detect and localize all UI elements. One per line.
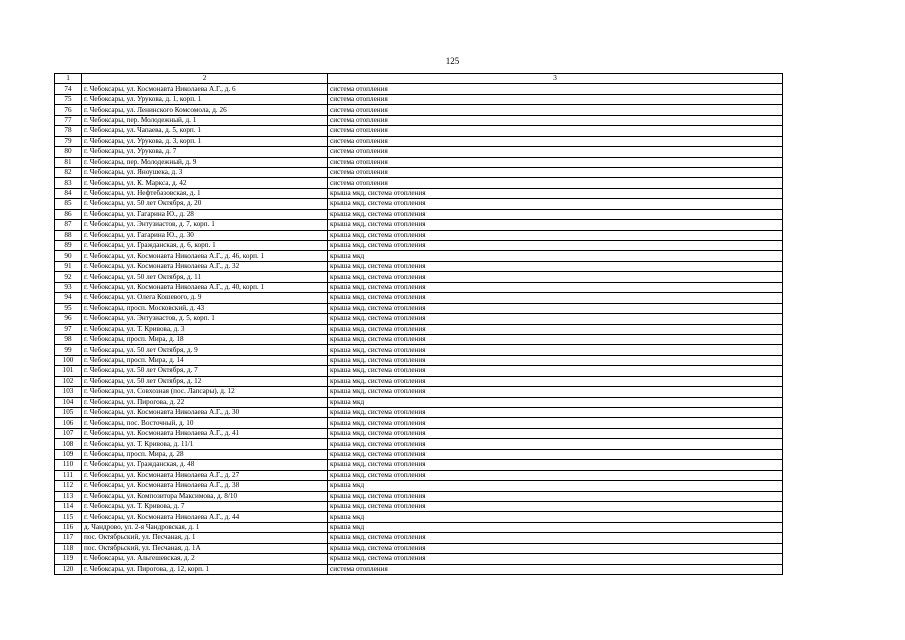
table-row [55,188,783,198]
cell-address: д. Чандрово, ул. 2-я Чандровская, д. 1 [82,522,328,532]
cell-number: 104 [55,397,82,407]
table-row [55,376,783,386]
cell-address: г. Чебоксары, просп. Московский, д. 43 [82,303,328,313]
cell-address: г. Чебоксары, ул. Яноушека, д. 3 [82,167,328,177]
cell-number: 77 [55,115,82,125]
cell-address: г. Чебоксары, ул. Энтузиастов, д. 7, корп. 1 [82,220,328,230]
cell-number: 74 [55,84,82,94]
cell-address: г. Чебоксары, ул. 50 лет Октября, д. 20 [82,199,328,209]
cell-address: г. Чебоксары, пер. Молодежный, д. 1 [82,115,328,125]
cell-works: крыша мкд, система отопления [328,533,783,543]
cell-number: 107 [55,428,82,438]
cell-number: 89 [55,241,82,251]
cell-address: г. Чебоксары, ул. Совхозная (пос. Лапсары), д. 12 [82,387,328,397]
table-row [55,230,783,240]
cell-number: 81 [55,157,82,167]
table-row [55,251,783,261]
cell-address: г. Чебоксары, ул. 50 лет Октября, д. 12 [82,376,328,386]
cell-works: крыша мкд, система отопления [328,491,783,501]
cell-number: 115 [55,512,82,522]
table-row [55,84,783,94]
table-row [55,564,783,574]
cell-works: крыша мкд, система отопления [328,293,783,303]
cell-address: г. Чебоксары, ул. Чапаева, д. 5, корп. 1 [82,126,328,136]
cell-works: крыша мкд, система отопления [328,501,783,511]
cell-address: г. Чебоксары, ул. Космонавта Николаева А.Г., д. 6 [82,84,328,94]
table-row [55,366,783,376]
cell-address: г. Чебоксары, ул. Альгешевская, д. 2 [82,554,328,564]
page-number: 125 [445,56,460,66]
cell-works: крыша мкд, система отопления [328,241,783,251]
cell-address: пос. Октябрьский, ул. Песчаная, д. 1 [82,533,328,543]
table-row [55,241,783,251]
cell-number: 97 [55,324,82,334]
cell-address: г. Чебоксары, пер. Молодежный, д. 9 [82,157,328,167]
table-row [55,209,783,219]
table-row [55,272,783,282]
cell-number: 88 [55,230,82,240]
cell-address: г. Чебоксары, ул. К. Маркса, д. 42 [82,178,328,188]
cell-number: 92 [55,272,82,282]
cell-works: крыша мкд, система отопления [328,428,783,438]
cell-number: 105 [55,408,82,418]
cell-address: г. Чебоксары, ул. Космонавта Николаева А.Г., д. 46, корп. 1 [82,251,328,261]
cell-number: 118 [55,543,82,553]
cell-works: крыша мкд, система отопления [328,303,783,313]
table-row [55,501,783,511]
cell-number: 83 [55,178,82,188]
table-row [55,220,783,230]
cell-works: крыша мкд, система отопления [328,209,783,219]
table-row [55,439,783,449]
cell-works: крыша мкд, система отопления [328,376,783,386]
cell-number: 75 [55,94,82,104]
cell-works: система отопления [328,167,783,177]
table-row [55,324,783,334]
cell-works: крыша мкд, система отопления [328,314,783,324]
header-row [55,74,783,84]
table-row [55,94,783,104]
cell-number: 95 [55,303,82,313]
table-row [55,167,783,177]
table-row [55,147,783,157]
cell-address: г. Чебоксары, ул. Т. Кривова, д. 3 [82,324,328,334]
table-row [55,334,783,344]
cell-address: г. Чебоксары, ул. Гагарина Ю., д. 28 [82,209,328,219]
cell-address: г. Чебоксары, ул. Гражданская, д. 6, корп. 1 [82,241,328,251]
cell-number: 116 [55,522,82,532]
column-header-address: 2 [82,74,328,84]
cell-works: крыша мкд [328,522,783,532]
cell-works: крыша мкд, система отопления [328,418,783,428]
table-row [55,428,783,438]
cell-number: 100 [55,355,82,365]
cell-number: 102 [55,376,82,386]
cell-address: г. Чебоксары, ул. Олега Кошевого, д. 9 [82,293,328,303]
cell-address: г. Чебоксары, ул. 50 лет Октября, д. 9 [82,345,328,355]
cell-address: г. Чебоксары, ул. Гражданская, д. 48 [82,460,328,470]
cell-works: крыша мкд [328,397,783,407]
table-row [55,387,783,397]
cell-number: 86 [55,209,82,219]
cell-works: система отопления [328,126,783,136]
table-row [55,408,783,418]
table-row [55,418,783,428]
table-row [55,199,783,209]
cell-works: крыша мкд, система отопления [328,387,783,397]
cell-number: 82 [55,167,82,177]
cell-works: система отопления [328,157,783,167]
table-body [55,84,783,575]
cell-address: г. Чебоксары, ул. Космонавта Николаева А.Г., д. 41 [82,428,328,438]
table-row [55,512,783,522]
cell-works: крыша мкд [328,512,783,522]
table-row [55,293,783,303]
cell-number: 76 [55,105,82,115]
table-row [55,105,783,115]
table-row [55,303,783,313]
cell-works: крыша мкд, система отопления [328,355,783,365]
cell-works: крыша мкд, система отопления [328,408,783,418]
cell-works: система отопления [328,178,783,188]
cell-number: 120 [55,564,82,574]
cell-number: 78 [55,126,82,136]
cell-number: 87 [55,220,82,230]
cell-address: г. Чебоксары, ул. Урукова, д. 7 [82,147,328,157]
housing-registry-table [54,73,783,575]
cell-address: г. Чебоксары, ул. Космонавта Николаева А.Г., д. 32 [82,261,328,271]
cell-number: 91 [55,261,82,271]
cell-works: крыша мкд, система отопления [328,345,783,355]
cell-address: г. Чебоксары, просп. Мира, д. 18 [82,334,328,344]
cell-address: г. Чебоксары, просп. Мира, д. 14 [82,355,328,365]
cell-works: крыша мкд, система отопления [328,439,783,449]
cell-works: крыша мкд, система отопления [328,543,783,553]
cell-address: г. Чебоксары, ул. Космонавта Николаева А.Г., д. 38 [82,481,328,491]
column-header-number: 1 [55,74,82,84]
cell-address: г. Чебоксары, ул. Энтузиастов, д. 5, корп. 1 [82,314,328,324]
table-row [55,314,783,324]
cell-works: система отопления [328,94,783,104]
cell-address: г. Чебоксары, ул. Т. Кривова, д. 11/1 [82,439,328,449]
cell-number: 114 [55,501,82,511]
cell-works: крыша мкд, система отопления [328,220,783,230]
table-row [55,543,783,553]
cell-address: г. Чебоксары, ул. Космонавта Николаева А.Г., д. 30 [82,408,328,418]
cell-works: крыша мкд, система отопления [328,470,783,480]
cell-address: г. Чебоксары, ул. Пирогова, д. 12, корп. 1 [82,564,328,574]
table-row [55,481,783,491]
table-row [55,554,783,564]
table-row [55,460,783,470]
cell-number: 110 [55,460,82,470]
cell-works: крыша мкд, система отопления [328,199,783,209]
cell-number: 94 [55,293,82,303]
cell-address: г. Чебоксары, ул. Нефтебазовская, д. 1 [82,188,328,198]
cell-address: г. Чебоксары, просп. Мира, д. 28 [82,449,328,459]
table-row [55,470,783,480]
cell-address: г. Чебоксары, ул. Космонавта Николаева А.Г., д. 44 [82,512,328,522]
cell-address: г. Чебоксары, пос. Восточный, д. 10 [82,418,328,428]
cell-works: крыша мкд, система отопления [328,449,783,459]
cell-number: 96 [55,314,82,324]
cell-works: крыша мкд, система отопления [328,188,783,198]
cell-works: крыша мкд, система отопления [328,230,783,240]
cell-number: 112 [55,481,82,491]
table-row [55,533,783,543]
cell-works: система отопления [328,115,783,125]
cell-address: г. Чебоксары, ул. 50 лет Октября, д. 7 [82,366,328,376]
cell-works: крыша мкд, система отопления [328,261,783,271]
cell-address: г. Чебоксары, ул. Урукова, д. 1, корп. 1 [82,94,328,104]
table-row [55,491,783,501]
table-row [55,282,783,292]
table-row [55,126,783,136]
cell-address: г. Чебоксары, ул. Композитора Максимова, д. 8/10 [82,491,328,501]
cell-works: крыша мкд [328,481,783,491]
cell-number: 93 [55,282,82,292]
cell-address: пос. Октябрьский, ул. Песчаная, д. 1А [82,543,328,553]
cell-number: 90 [55,251,82,261]
cell-works: крыша мкд [328,251,783,261]
table-row [55,157,783,167]
cell-works: крыша мкд, система отопления [328,272,783,282]
cell-works: крыша мкд, система отопления [328,324,783,334]
table-row [55,397,783,407]
table-row [55,355,783,365]
cell-works: система отопления [328,136,783,146]
cell-works: крыша мкд, система отопления [328,460,783,470]
cell-address: г. Чебоксары, ул. 50 лет Октября, д. 11 [82,272,328,282]
cell-number: 103 [55,387,82,397]
cell-number: 108 [55,439,82,449]
cell-number: 111 [55,470,82,480]
cell-works: крыша мкд, система отопления [328,554,783,564]
cell-works: крыша мкд, система отопления [328,366,783,376]
table-row [55,522,783,532]
cell-address: г. Чебоксары, ул. Пирогова, д. 22 [82,397,328,407]
cell-number: 99 [55,345,82,355]
cell-number: 80 [55,147,82,157]
cell-number: 117 [55,533,82,543]
column-header-works: 3 [328,74,783,84]
cell-address: г. Чебоксары, ул. Космонавта Николаева А.Г., д. 27 [82,470,328,480]
cell-address: г. Чебоксары, ул. Т. Кривова, д. 7 [82,501,328,511]
cell-address: г. Чебоксары, ул. Урукова, д. 3, корп. 1 [82,136,328,146]
cell-number: 106 [55,418,82,428]
cell-address: г. Чебоксары, ул. Гагарина Ю., д. 30 [82,230,328,240]
table-row [55,178,783,188]
table-row [55,115,783,125]
cell-number: 98 [55,334,82,344]
table-row [55,449,783,459]
cell-works: система отопления [328,105,783,115]
cell-number: 101 [55,366,82,376]
table-row [55,136,783,146]
table-row [55,261,783,271]
table-row [55,345,783,355]
cell-works: крыша мкд, система отопления [328,334,783,344]
cell-works: система отопления [328,84,783,94]
cell-number: 84 [55,188,82,198]
cell-number: 85 [55,199,82,209]
cell-number: 113 [55,491,82,501]
cell-works: крыша мкд, система отопления [328,282,783,292]
cell-address: г. Чебоксары, ул. Ленинского Комсомола, д. 26 [82,105,328,115]
cell-number: 79 [55,136,82,146]
cell-number: 109 [55,449,82,459]
cell-works: система отопления [328,564,783,574]
cell-number: 119 [55,554,82,564]
cell-address: г. Чебоксары, ул. Космонавта Николаева А.Г., д. 40, корп. 1 [82,282,328,292]
cell-works: система отопления [328,147,783,157]
